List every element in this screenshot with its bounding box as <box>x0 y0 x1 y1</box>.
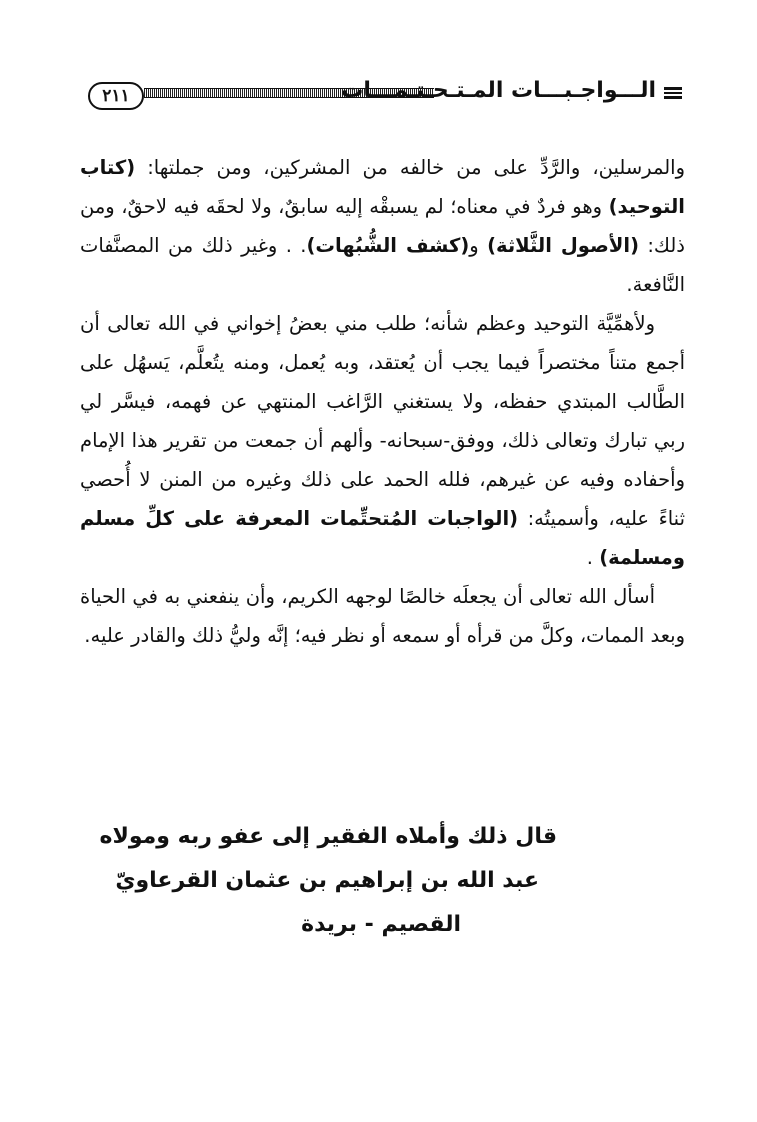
p2-text-2: . <box>586 546 600 569</box>
main-text <box>80 148 685 655</box>
paragraph-3: أسأل الله تعالى أن يجعلَه خالصًا لوجهه الكريم، وأن ينفعني به في الحياة وبعد الممات، وكلَّ من قرأه أو سمعه أو نظر فيه؛ إنَّه وليُّ ذلك والقادر عليه. <box>80 585 685 647</box>
book-title-kitab-al-tawhid: (كتاب التوحيد) <box>80 156 685 218</box>
p1-text-1: والمرسلين، والرَّدِّ على من خالفه من المشركين، ومن جملتها: <box>135 156 685 179</box>
page-number-badge: ٢١١ <box>88 82 144 110</box>
paragraph-2 <box>80 304 685 577</box>
p1-text-2: وهو فردٌ في معناه؛ لم يسبقْه إليه سابقٌ، ولا لحقَه فيه لاحقٌ، ومن ذلك: <box>80 195 685 257</box>
header-ornament <box>664 87 682 99</box>
book-title-kashf-al-shubuhat: (كشف الشُّبُهات) <box>306 234 470 257</box>
paragraph-1 <box>80 148 685 304</box>
book-title-al-wajibat: (الواجبات المُتحتِّمات المعرفة على كلِّ مسلم ومسلمة) <box>80 507 685 569</box>
p1-text-3: و <box>469 234 488 257</box>
book-title-al-usul-al-thalatha: (الأصول الثَّلاثة) <box>487 234 639 257</box>
running-title: الـــواجـبـــات المـتـحـتـمـــات <box>341 78 656 103</box>
page-header <box>88 76 682 120</box>
author-signature <box>99 815 557 947</box>
author-location: القصيم - بريدة <box>301 912 461 937</box>
p2-text-1: ولأهمِّيَّة التوحيد وعظم شأنه؛ طلب مني بعضُ إخواني في الله تعالى أن أجمع متناً مختصراً فيما يجب أن يُعتقد، وبه يُعمل، ومنه يتُعلَّم، يَسهُل على الطَّالب المبتدي حفظه، ولا يستغني الرَّاغب المنتهي عن فهمه، فيسَّر لي ربي تبارك وتعالى ذلك، ووفق-سبحانه- وألهم أن جمعت من تقرير هذا الإمام وأحفاده وفيه عن غيرهم، فلله الحمد على ذلك وغيره من المنن لا أُحصي ثناءً عليه، وأسميتُه: <box>80 312 685 530</box>
signature-line-1: قال ذلك وأملاه الفقير إلى عفو ربه ومولاه <box>99 824 557 849</box>
p1-text-4: . . وغير ذلك من المصنَّفات النَّافعة. <box>80 234 685 296</box>
author-name: عبد الله بن إبراهيم بن عثمان القرعاويّ <box>115 868 539 893</box>
